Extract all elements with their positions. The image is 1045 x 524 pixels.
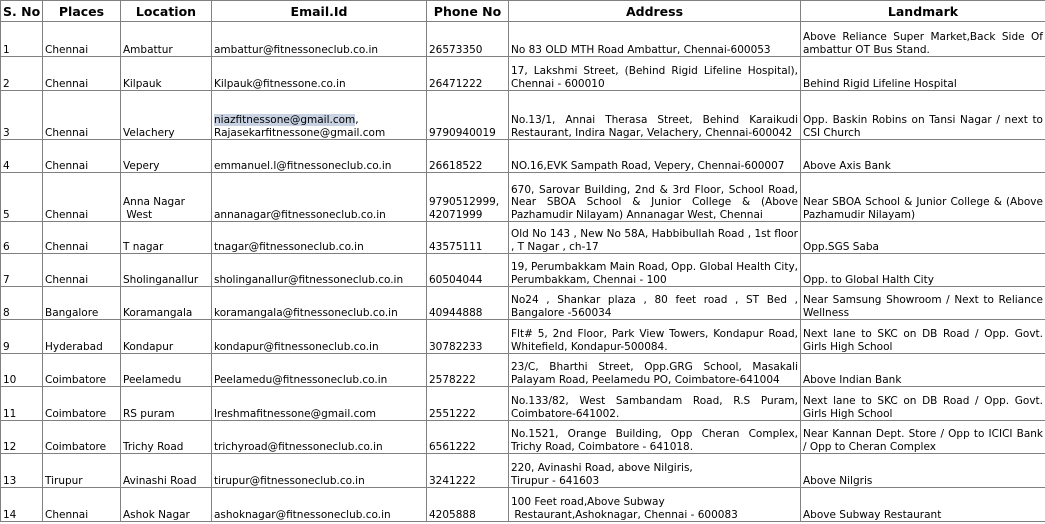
cell-address: No.133/82, West Sambandam Road, R.S Puram, Coimbatore-641002. — [509, 387, 801, 421]
email-separator: , — [355, 114, 359, 126]
cell-location: Ambattur — [121, 22, 212, 57]
cell-email[interactable] — [212, 91, 427, 140]
cell-email[interactable]: emmanuel.l@fitnessoneclub.co.in — [212, 140, 427, 173]
cell-address: No 83 OLD MTH Road Ambattur, Chennai-600053 — [509, 22, 801, 57]
table-row — [1, 354, 1045, 387]
cell-place: Bangalore — [43, 287, 121, 320]
cell-landmark: Above Nilgris — [801, 454, 1045, 488]
cell-landmark: Opp. to Global Halth City — [801, 254, 1045, 287]
cell-landmark: Near Samsung Showroom / Next to Reliance Wellness — [801, 287, 1045, 320]
cell-sno: 13 — [1, 454, 43, 488]
header-email: Email.Id — [212, 1, 427, 22]
cell-email[interactable]: kondapur@fitnessoneclub.co.in — [212, 320, 427, 354]
address-line-1: 100 Feet road,Above Subway — [511, 496, 665, 508]
table-row — [1, 140, 1045, 173]
cell-sno: 4 — [1, 140, 43, 173]
cell-sno: 1 — [1, 22, 43, 57]
cell-phone: 4205888 — [427, 488, 509, 522]
cell-email[interactable]: tnagar@fitnessoneclub.co.in — [212, 222, 427, 254]
cell-place: Hyderabad — [43, 320, 121, 354]
table-row — [1, 22, 1045, 57]
table-row — [1, 488, 1045, 522]
cell-sno: 7 — [1, 254, 43, 287]
cell-landmark: Near Kannan Dept. Store / Opp to ICICI Bank / Opp to Cheran Complex — [801, 421, 1045, 454]
cell-landmark: Above Indian Bank — [801, 354, 1045, 387]
cell-email[interactable]: trichyroad@fitnessoneclub.co.in — [212, 421, 427, 454]
email-line-2[interactable]: Rajasekarfitnessone@gmail.com — [214, 126, 386, 139]
cell-sno: 11 — [1, 387, 43, 421]
cell-phone: 6561222 — [427, 421, 509, 454]
table-row — [1, 57, 1045, 91]
cell-email[interactable]: sholinganallur@fitnessoneclub.co.in — [212, 254, 427, 287]
header-row — [1, 1, 1045, 22]
cell-email[interactable]: lreshmafitnessone@gmail.com — [212, 387, 427, 421]
location-line-1: Anna Nagar — [123, 196, 185, 208]
cell-location: Kondapur — [121, 320, 212, 354]
cell-email[interactable]: tirupur@fitnessoneclub.co.in — [212, 454, 427, 488]
header-address: Address — [509, 1, 801, 22]
cell-sno: 6 — [1, 222, 43, 254]
cell-landmark: Above Axis Bank — [801, 140, 1045, 173]
phone-line-2: 42071999 — [429, 208, 483, 221]
cell-address: 670, Sarovar Building, 2nd & 3rd Floor, School Road, Near SBOA School & Junior College & (Above Pazhamudir Nilayam) Annanagar West, Chennai — [509, 173, 801, 222]
cell-landmark: Near SBOA School & Junior College & (Above Pazhamudir Nilayam) — [801, 173, 1045, 222]
cell-address: 17, Lakshmi Street, (Behind Rigid Lifeline Hospital), Chennai - 600010 — [509, 57, 801, 91]
location-line-2: West — [123, 208, 153, 221]
cell-place: Chennai — [43, 140, 121, 173]
table-row — [1, 287, 1045, 320]
cell-email[interactable]: ashoknagar@fitnessoneclub.co.in — [212, 488, 427, 522]
cell-address: NO.16,EVK Sampath Road, Vepery, Chennai-600007 — [509, 140, 801, 173]
cell-email[interactable]: Kilpauk@fitnessone.co.in — [212, 57, 427, 91]
cell-location: Vepery — [121, 140, 212, 173]
cell-phone: 3241222 — [427, 454, 509, 488]
cell-location: Sholinganallur — [121, 254, 212, 287]
address-line-2: Tirupur - 641603 — [511, 474, 600, 487]
cell-place: Chennai — [43, 222, 121, 254]
selected-email-text[interactable]: niazfitnessone@gmail.com — [214, 114, 356, 126]
cell-place: Chennai — [43, 488, 121, 522]
cell-phone: 2551222 — [427, 387, 509, 421]
cell-phone: 26573350 — [427, 22, 509, 57]
cell-address — [509, 454, 801, 488]
cell-email[interactable]: ambattur@fitnessoneclub.co.in — [212, 22, 427, 57]
cell-place: Chennai — [43, 91, 121, 140]
table-row — [1, 173, 1045, 222]
cell-place: Chennai — [43, 22, 121, 57]
cell-sno: 8 — [1, 287, 43, 320]
cell-phone: 30782233 — [427, 320, 509, 354]
cell-address: Old No 143 , New No 58A, Habbibullah Road , 1st floor , T Nagar , ch-17 — [509, 222, 801, 254]
cell-place: Chennai — [43, 254, 121, 287]
cell-phone — [427, 173, 509, 222]
cell-location: Peelamedu — [121, 354, 212, 387]
table-row — [1, 320, 1045, 354]
cell-location: Velachery — [121, 91, 212, 140]
cell-address: No.1521, Orange Building, Opp Cheran Complex, Trichy Road, Coimbatore - 641018. — [509, 421, 801, 454]
cell-phone: 40944888 — [427, 287, 509, 320]
cell-place: Tirupur — [43, 454, 121, 488]
table-row — [1, 421, 1045, 454]
table-row — [1, 222, 1045, 254]
cell-place: Chennai — [43, 173, 121, 222]
phone-line-1: 9790512999, — [429, 196, 500, 208]
cell-location — [121, 173, 212, 222]
cell-phone: 26618522 — [427, 140, 509, 173]
cell-landmark: Behind Rigid Lifeline Hospital — [801, 57, 1045, 91]
cell-landmark: Opp.SGS Saba — [801, 222, 1045, 254]
cell-sno: 14 — [1, 488, 43, 522]
cell-email[interactable]: annanagar@fitnessoneclub.co.in — [212, 173, 427, 222]
cell-phone: 2578222 — [427, 354, 509, 387]
cell-location: RS puram — [121, 387, 212, 421]
cell-sno: 12 — [1, 421, 43, 454]
cell-landmark: Next lane to SKC on DB Road / Opp. Govt. Girls High School — [801, 320, 1045, 354]
cell-location: Kilpauk — [121, 57, 212, 91]
cell-sno: 5 — [1, 173, 43, 222]
cell-location: Trichy Road — [121, 421, 212, 454]
address-line-1: 220, Avinashi Road, above Nilgiris, — [511, 462, 693, 474]
cell-address: No.13/1, Annai Therasa Street, Behind Karaikudi Restaurant, Indira Nagar, Velachery, Chennai-600042 — [509, 91, 801, 140]
table-row — [1, 254, 1045, 287]
cell-place: Coimbatore — [43, 387, 121, 421]
header-phone: Phone No — [427, 1, 509, 22]
cell-phone: 60504044 — [427, 254, 509, 287]
header-location: Location — [121, 1, 212, 22]
address-line-2: Restaurant,Ashoknagar, Chennai - 600083 — [511, 508, 738, 521]
cell-phone: 26471222 — [427, 57, 509, 91]
cell-place: Coimbatore — [43, 354, 121, 387]
cell-landmark: Opp. Baskin Robins on Tansi Nagar / next to CSI Church — [801, 91, 1045, 140]
cell-location: Ashok Nagar — [121, 488, 212, 522]
cell-sno: 9 — [1, 320, 43, 354]
cell-place: Coimbatore — [43, 421, 121, 454]
cell-sno: 2 — [1, 57, 43, 91]
cell-location: Avinashi Road — [121, 454, 212, 488]
cell-email[interactable]: koramangala@fitnessoneclub.co.in — [212, 287, 427, 320]
cell-place: Chennai — [43, 57, 121, 91]
cell-address: 23/C, Bharthi Street, Opp.GRG School, Masakali Palayam Road, Peelamedu PO, Coimbatore-641004 — [509, 354, 801, 387]
cell-address — [509, 488, 801, 522]
cell-email[interactable]: Peelamedu@fitnessoneclub.co.in — [212, 354, 427, 387]
cell-location: T nagar — [121, 222, 212, 254]
header-sno: S. No — [1, 1, 43, 22]
table-row — [1, 91, 1045, 140]
header-places: Places — [43, 1, 121, 22]
header-landmark: Landmark — [801, 1, 1045, 22]
table-row — [1, 454, 1045, 488]
cell-landmark: Above Reliance Super Market,Back Side Of ambattur OT Bus Stand. — [801, 22, 1045, 57]
cell-phone: 43575111 — [427, 222, 509, 254]
cell-address: 19, Perumbakkam Main Road, Opp. Global Health City, Perumbakkam, Chennai - 100 — [509, 254, 801, 287]
table-row — [1, 387, 1045, 421]
cell-phone: 9790940019 — [427, 91, 509, 140]
cell-location: Koramangala — [121, 287, 212, 320]
cell-address: Flt# 5, 2nd Floor, Park View Towers, Kondapur Road, Whitefield, Kondapur-500084. — [509, 320, 801, 354]
cell-sno: 10 — [1, 354, 43, 387]
cell-address: No24 , Shankar plaza , 80 feet road , ST Bed , Bangalore -560034 — [509, 287, 801, 320]
cell-landmark: Next lane to SKC on DB Road / Opp. Govt. Girls High School — [801, 387, 1045, 421]
cell-sno: 3 — [1, 91, 43, 140]
cell-landmark: Above Subway Restaurant — [801, 488, 1045, 522]
